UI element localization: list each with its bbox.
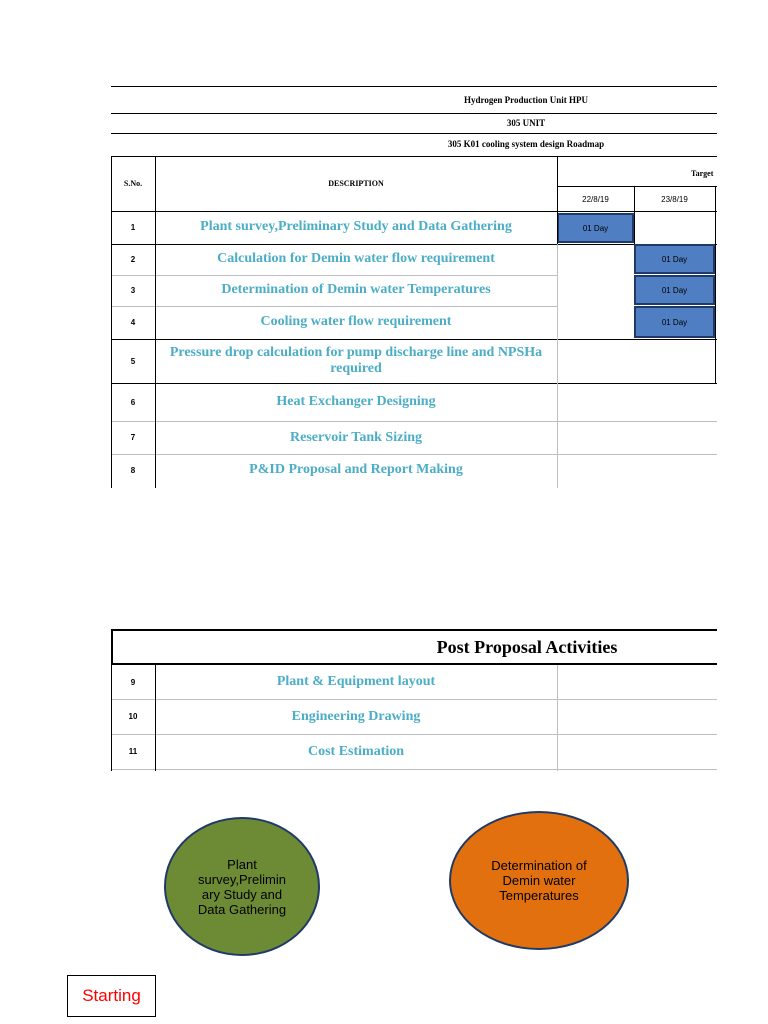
col-description-header: DESCRIPTION bbox=[328, 178, 384, 188]
table-row-sno: 2 bbox=[130, 254, 136, 264]
table-row-desc: P&ID Proposal and Report Making bbox=[249, 462, 463, 477]
gantt-bar: 01 Day bbox=[634, 275, 715, 305]
ellipse-plant-survey: Plant survey,Prelimin ary Study and Data Gathering bbox=[164, 817, 320, 956]
table-row-sno: 1 bbox=[130, 222, 136, 232]
col-sno-header: S.No. bbox=[123, 178, 143, 188]
date-header-2: 23/8/19 bbox=[661, 194, 688, 204]
roadmap-title-line2: 305 UNIT bbox=[506, 118, 546, 128]
table-row-desc: Calculation for Demin water flow requirement bbox=[217, 251, 495, 266]
table-row-sno: 7 bbox=[130, 433, 136, 442]
table-row-desc: Pressure drop calculation for pump discharge line and NPSHa required bbox=[169, 345, 543, 376]
post-proposal-title: Post Proposal Activities bbox=[111, 629, 717, 665]
table-row-desc: Engineering Drawing bbox=[291, 708, 421, 724]
table-row-desc: Plant & Equipment layout bbox=[276, 674, 436, 689]
table-row-sno: 8 bbox=[130, 465, 136, 475]
table-row-sno: 9 bbox=[130, 677, 136, 687]
table-row-desc: Heat Exchanger Designing bbox=[276, 394, 436, 409]
col-target-header: Target bbox=[691, 168, 714, 178]
table-row-desc: Determination of Demin water Temperatures bbox=[221, 282, 491, 297]
gantt-bar: 01 Day bbox=[557, 213, 634, 243]
table-row-sno: 4 bbox=[130, 317, 136, 327]
table-row-desc: Cooling water flow requirement bbox=[260, 314, 452, 329]
roadmap-title-line1: Hydrogen Production Unit HPU bbox=[464, 94, 588, 105]
roadmap-table bbox=[111, 86, 717, 488]
table-row-sno: 3 bbox=[130, 285, 136, 295]
gantt-bar: 01 Day bbox=[634, 244, 715, 274]
ellipse-demin-temperatures: Determination of Demin water Temperatures bbox=[449, 811, 629, 950]
table-row-sno: 10 bbox=[128, 712, 138, 721]
post-proposal-table bbox=[111, 629, 717, 771]
table-row-sno: 5 bbox=[130, 356, 136, 366]
table-row-desc: Cost Estimation bbox=[307, 743, 405, 759]
table-row-sno: 11 bbox=[128, 747, 138, 756]
starting-label-box: Starting bbox=[67, 975, 156, 1017]
gantt-bar: 01 Day bbox=[634, 306, 715, 338]
table-row-sno: 6 bbox=[130, 397, 136, 407]
table-row-desc: Plant survey,Preliminary Study and Data Gathering bbox=[200, 219, 512, 234]
table-row-desc: Reservoir Tank Sizing bbox=[290, 429, 422, 445]
roadmap-title-line3: 305 K01 cooling system design Roadmap bbox=[447, 139, 605, 149]
date-header-1: 22/8/19 bbox=[582, 194, 609, 204]
